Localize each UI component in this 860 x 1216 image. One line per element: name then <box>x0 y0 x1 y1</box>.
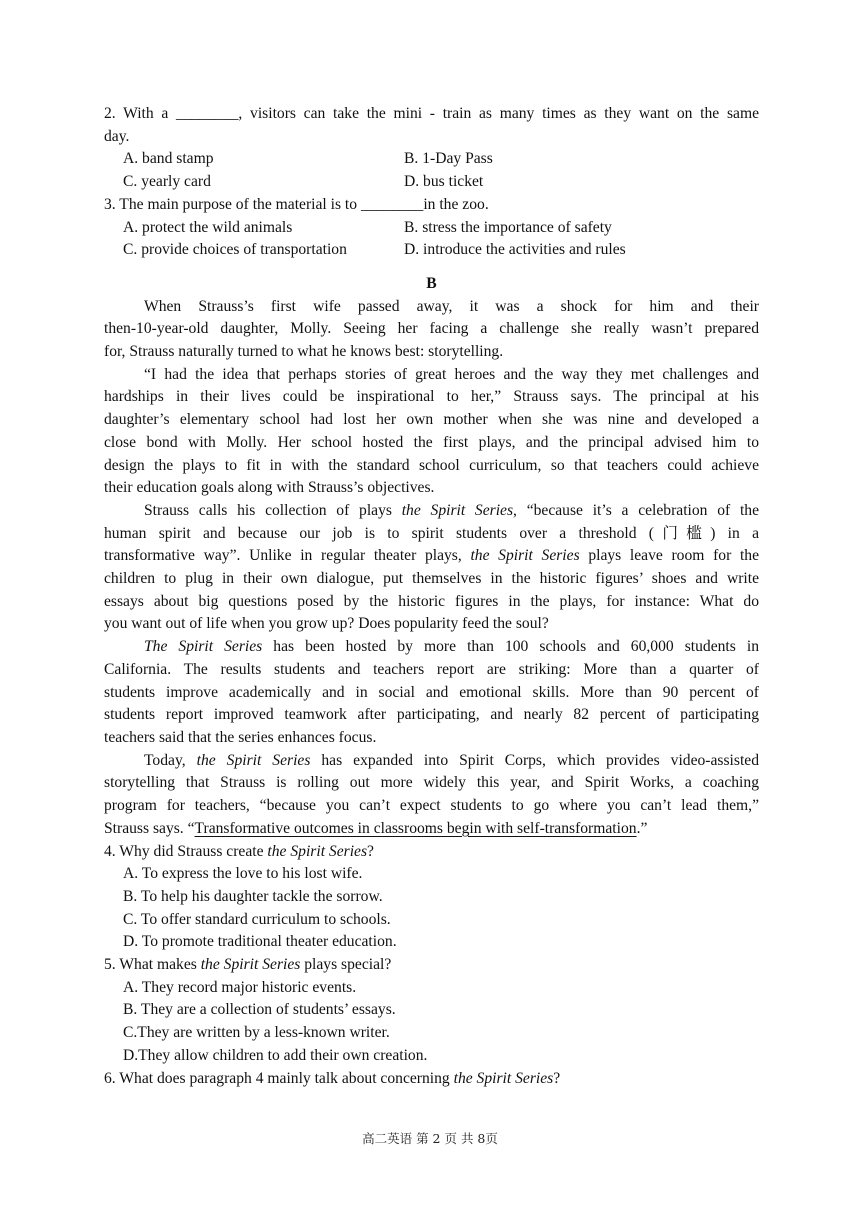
question-3-option-b: B. stress the importance of safety <box>404 218 612 236</box>
question-3-option-d: D. introduce the activities and rules <box>404 241 626 259</box>
question-5-option-c: C.They are written by a less-known writer. <box>123 1024 390 1042</box>
paragraph-3 <box>104 500 759 636</box>
paragraph-4-line: students report improved teamwork after participating, and nearly 82 percent of participating <box>104 706 759 724</box>
question-5-option-b: B. They are a collection of students’ essays. <box>123 1001 396 1019</box>
italic-title: the Spirit Series <box>470 547 580 565</box>
text-span: plays leave room for the <box>579 547 759 565</box>
question-5-option-a: A. They record major historic events. <box>123 978 357 996</box>
question-2-option-a: A. band stamp <box>123 150 214 168</box>
question-4-option-a: A. To express the love to his lost wife. <box>123 865 363 883</box>
paragraph-2 <box>104 364 759 500</box>
paragraph-5-line <box>104 750 759 773</box>
paragraph-5 <box>104 750 759 841</box>
paragraph-3-line <box>104 500 759 523</box>
underlined-sentence: Transformative outcomes in classrooms begin with self-transformation <box>194 819 637 837</box>
text-span: 5. What makes <box>104 956 201 974</box>
italic-title: the Spirit Series <box>453 1069 554 1087</box>
paragraph-2-line: close bond with Molly. Her school hosted the first plays, and the principal advised him to <box>104 433 759 451</box>
paragraph-4-line: California. The results students and teachers report are striking: More than a quarter of <box>104 660 759 678</box>
paragraph-5-line: program for teachers, “because you can’t expect students to go where you can’t lead them,” <box>104 797 759 815</box>
question-3-options-row-2 <box>104 239 759 262</box>
question-5 <box>104 954 759 1068</box>
paragraph-2-line: hardships in their lives could be inspirational to her,” Strauss says. The principal at his <box>104 388 759 406</box>
text-span: ? <box>553 1069 561 1087</box>
question-4-option-c: C. To offer standard curriculum to schools. <box>123 910 391 928</box>
paragraph-2-line: “I had the idea that perhaps stories of great heroes and the way they met challenges and <box>144 365 759 383</box>
paragraph-1-line: then-10-year-old daughter, Molly. Seeing her facing a challenge she really wasn’t prepared <box>104 320 759 338</box>
passage <box>104 296 759 841</box>
paragraph-3-line: essays about big questions posed by the historic figures in the plays, for instance: What do <box>104 592 759 610</box>
paragraph-2-line: design the plays to fit in with the standard school curriculum, so that teachers could achieve <box>104 456 759 474</box>
question-3-option-a: A. protect the wild animals <box>123 218 293 236</box>
paragraph-4-line: teachers said that the series enhances focus. <box>104 728 377 746</box>
text-span: Strauss says. “ <box>104 819 195 837</box>
paragraph-4 <box>104 636 759 750</box>
question-4 <box>104 841 759 955</box>
text-span: .” <box>636 819 648 837</box>
paragraph-3-line: human spirit and because our job is to spirit students over a threshold (门槛) in a <box>104 524 759 542</box>
question-3 <box>104 194 759 262</box>
exam-page <box>104 103 759 1090</box>
question-3-option-c: C. provide choices of transportation <box>123 241 347 259</box>
question-2 <box>104 103 759 194</box>
question-2-stem-line-2: day. <box>104 127 130 145</box>
text-span: 4. Why did Strauss create <box>104 842 268 860</box>
section-title: B <box>426 274 437 292</box>
question-2-options-row-1 <box>104 148 759 171</box>
question-4-stem <box>104 841 759 864</box>
paragraph-3-line: you want out of life when you grow up? Does popularity feed the soul? <box>104 615 549 633</box>
text-span: , “because it’s a celebration of the <box>513 501 759 519</box>
italic-title: the Spirit Series <box>196 751 311 769</box>
question-5-stem <box>104 954 759 977</box>
italic-title: The Spirit Series <box>144 638 263 656</box>
question-5-option-d: D.They allow children to add their own creation. <box>123 1046 428 1064</box>
question-4-option-b: B. To help his daughter tackle the sorrow. <box>123 887 383 905</box>
text-span: transformative way”. Unlike in regular theater plays, <box>104 547 471 565</box>
paragraph-5-line: storytelling that Strauss is rolling out more widely this year, and Spirit Works, a coaching <box>104 774 759 792</box>
text-span: 6. What does paragraph 4 mainly talk about concerning <box>104 1069 454 1087</box>
question-2-stem-line-1: 2. With a ________, visitors can take the mini - train as many times as they want on the same <box>104 105 759 122</box>
text-span: plays special? <box>300 956 392 974</box>
question-2-option-b: B. 1-Day Pass <box>404 150 493 168</box>
question-3-stem: 3. The main purpose of the material is to ________in the zoo. <box>104 195 489 213</box>
question-2-option-c: C. yearly card <box>123 173 211 191</box>
question-4-option-d: D. To promote traditional theater education. <box>123 933 397 951</box>
question-3-options-row-1 <box>104 217 759 240</box>
question-2-options-row-2 <box>104 171 759 194</box>
paragraph-1-line: for, Strauss naturally turned to what he knows best: storytelling. <box>104 343 504 361</box>
question-2-option-d: D. bus ticket <box>404 173 484 191</box>
question-6 <box>104 1068 759 1091</box>
italic-title: the Spirit Series <box>267 842 368 860</box>
italic-title: the Spirit Series <box>200 956 301 974</box>
paragraph-2-line: their education goals along with Strauss’s objectives. <box>104 479 435 497</box>
paragraph-3-line: children to plug in their own dialogue, put themselves in the historic figures’ shoes and write <box>104 570 759 588</box>
text-span: has expanded into Spirit Corps, which provides video-assisted <box>310 751 759 769</box>
paragraph-1-line: When Strauss’s first wife passed away, it was a shock for him and their <box>144 297 759 315</box>
text-span: ? <box>367 842 374 860</box>
question-6-stem <box>104 1068 759 1091</box>
paragraph-4-line: students improve academically and in social and emotional skills. More than 90 percent of <box>104 683 759 701</box>
paragraph-3-line <box>104 545 759 568</box>
paragraph-1 <box>104 296 759 364</box>
text-span: Strauss calls his collection of plays <box>144 501 402 519</box>
paragraph-4-line <box>104 636 759 659</box>
text-span: has been hosted by more than 100 schools and 60,000 students in <box>262 638 759 656</box>
page-footer: 高二英语 第 2 页 共 8页 <box>362 1131 498 1146</box>
italic-title: the Spirit Series <box>401 501 514 519</box>
text-span: Today, <box>144 751 197 769</box>
paragraph-5-line <box>104 818 759 841</box>
paragraph-2-line: daughter’s elementary school had lost her own mother when she was nine and developed a <box>104 411 759 429</box>
